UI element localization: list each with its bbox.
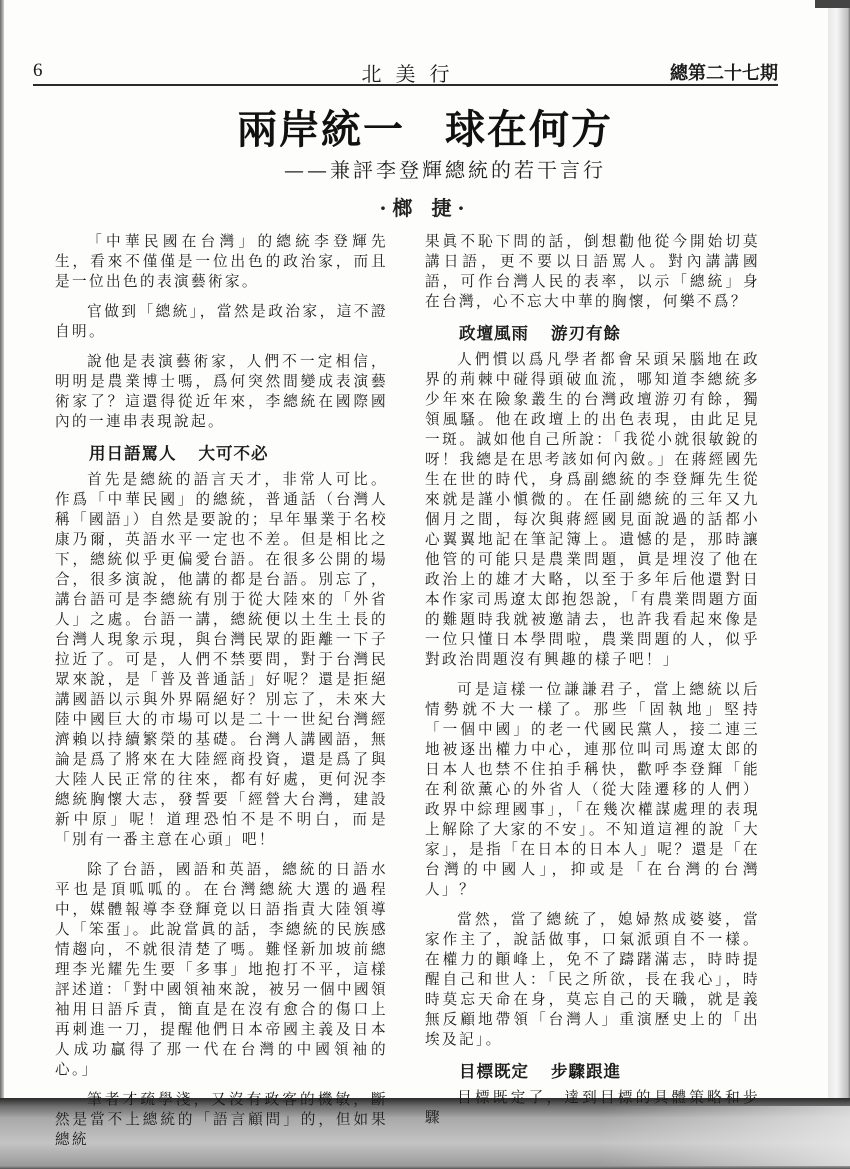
section-heading-part1: 政壇風雨	[459, 324, 529, 343]
article-title	[0, 98, 850, 155]
section-heading	[425, 1062, 760, 1082]
section-heading-part1: 用日語罵人	[89, 444, 177, 463]
paragraph: 筆者才疏學淺，又沒有政客的機敏，斷然是當不上總統的「語言顧問」的，但如果總統	[55, 1091, 388, 1148]
paragraph: 可是這樣一位謙謙君子，當上總統以后情勢就不大一樣了。那些「固執地」堅持「一個中國」的老一代國民黨人，接二連三地被逐出權力中心，連那位叫司馬遼太郎的日本人也禁不住拍手稱快，歡呼李登輝「能在利欲薰心的外省人（從大陸遷移的人們）政界中綜理國事」，「在幾次權謀處理的表現上解除了大家的不安」。不知道這裡的說「大家」，是指「在日本的日本人」呢？還是「在台灣的中國人」，抑或是「在台灣的台灣人」？	[425, 681, 760, 898]
article-title-part1: 兩岸統一	[237, 107, 405, 153]
issue-number: 總第二十七期	[670, 63, 778, 84]
section-heading	[55, 444, 388, 464]
article-title-part2: 球在何方	[445, 107, 613, 153]
section-heading	[425, 324, 760, 344]
page-number: 6	[33, 60, 43, 81]
paragraph: 人們慣以爲凡學者都會呆頭呆腦地在政界的荊棘中碰得頭破血流，哪知道李總統多少年來在險象叢生的台灣政壇游刃有餘，獨領風騷。他在政壇上的出色表現，由此足見一斑。誠如他自己所說：「我從小就很敏銳的呀！我總是在思考該如何內斂。」在蔣經國先生在世的時代，身爲副總統的李登輝先生從來就是謹小愼微的。在任副總統的三年又九個月之間，每次與蔣經國見面說過的話都小心翼翼地記在筆記簿上。遺憾的是，那時讓他管的可能只是農業問題，眞是埋沒了他在政治上的雄才大略，以至于多年后他還對日本作家司馬遼太郎抱怨說，「有農業問題方面的難題時我就被邀請去，也許我看起來像是一位只懂日本學問啦，農業問題的人，似乎對政治問題沒有興趣的樣子吧！」	[425, 351, 760, 668]
scan-top-corner	[815, 0, 850, 8]
running-header	[33, 58, 778, 86]
paragraph: 目標既定了，達到目標的具體策略和步驟	[425, 1089, 760, 1126]
magazine-name: 北美行	[361, 62, 464, 86]
section-heading-part2: 游刃有餘	[551, 324, 621, 343]
section-heading-part2: 步驟跟進	[551, 1062, 621, 1081]
right-column	[425, 232, 760, 1138]
paragraph: 除了台語，國語和英語，總統的日語水平也是頂呱呱的。在台灣總統大選的過程中，媒體報導李登輝竟以日語指責大陸領導人「笨蛋」。此說當眞的話，李總統的民族感情趨向，不就很清楚了嗎。難怪新加坡前總理李光耀先生要「多事」地抱打不平，這樣評述道：「對中國領袖來說，被另一個中國領袖用日語斥責，簡直是在沒有愈合的傷口上再刺進一刀，提醒他們日本帝國主義及日本人成功贏得了那一代在台灣的中國領袖的心。」	[55, 861, 388, 1078]
section-heading-part2: 大可不必	[198, 444, 269, 463]
paragraph: 說他是表演藝術家，人們不一定相信，明明是農業博士嗎，爲何突然間變成表演藝術家了？這還得從近年來，李總統在國際國內的一連串表現說起。	[55, 353, 388, 430]
paragraph: 當然，當了總統了，媳婦熬成婆婆，當家作主了，說話做事，口氣派頭自不一樣。在權力的顚峰上，免不了躊躇滿志，時時提醒自己和世人：「民之所欲，長在我心」，時時莫忘天命在身，莫忘自己的天職，就是義無反顧地帶領「台灣人」重演歷史上的「出埃及記」。	[425, 911, 760, 1048]
paragraph: 官做到「總統」，當然是政治家，這不證自明。	[55, 303, 388, 340]
article-author: ·榔 捷·	[379, 196, 471, 220]
article-subtitle: ——兼評李登輝總統的若干言行	[284, 158, 606, 182]
paragraph: 「中華民國在台灣」的總統李登輝先生，看來不僅僅是一位出色的政治家，而且是一位出色的表演藝術家。	[55, 233, 388, 290]
left-column	[55, 232, 388, 1160]
section-heading-part1: 目標既定	[459, 1062, 529, 1081]
paragraph: 首先是總統的語言天才，非常人可比。作爲「中華民國」的總統，普通話（台灣人稱「國語」）自然是要說的；早年畢業于名校康乃爾，英語水平一定也不差。但是相比之下，總統似乎更偏愛台語。在很多公開的場合，很多演說，他講的都是台語。別忘了，講台語可是李總統有別于從大陸來的「外省人」之處。台語一講，總統便以土生土長的台灣人現象示現，與台灣民眾的距離一下子拉近了。可是，人們不禁要問，對于台灣民眾來說，是「普及普通話」好呢？還是拒絕講國語以示與外界隔絕好？別忘了，未來大陸中國巨大的市場可以是二十一世紀台灣經濟賴以持續繁榮的基礎。台灣人講國語，無論是爲了將來在大陸經商投資，還是爲了與大陸人民正常的往來，都有好處，更何況李總統胸懷大志，發誓要「經營大台灣，建設新中原」呢！道理恐怕不是不明白，而是「別有一番主意在心頭」吧！	[55, 471, 388, 848]
paragraph: 果眞不恥下問的話，倒想勸他從今開始切莫講日語，更不要以日語罵人。對內講講國語，可作台灣人民的表率，以示「總統」身在台灣，心不忘大中華的胸懷，何樂不爲？	[425, 233, 760, 310]
